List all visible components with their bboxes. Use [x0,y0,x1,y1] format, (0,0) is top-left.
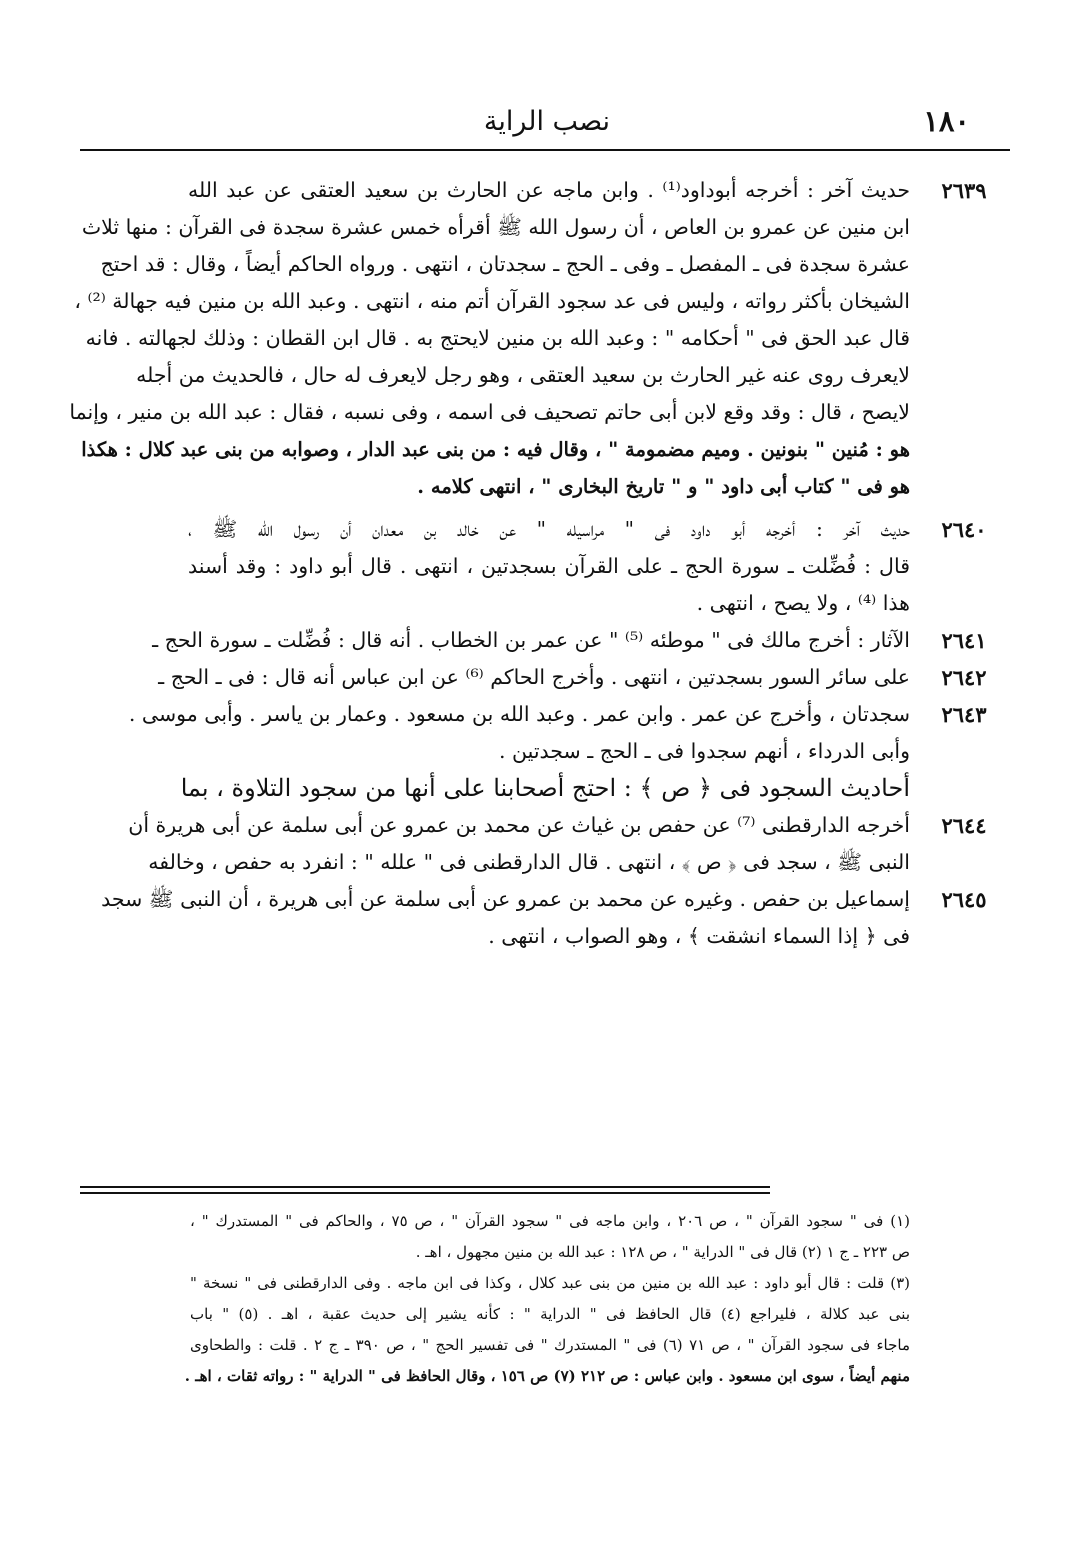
header-rule [80,149,1010,151]
text-line [10,918,1010,955]
text-line [10,511,1010,548]
line-text: أحاديث السجود فى ﴿ ص ﴾ : احتج أصحابنا على أنها من سجود التلاوة ، بما [180,774,910,802]
line-text: أخرجه الدارقطنى ⁽⁷⁾ عن حفص بن غياث عن محمد بن عمرو عن أبى سلمة عن أبى هريرة أن [128,813,910,837]
hadith-number: ٢٦٤١ [941,628,987,653]
footnote-text: (٣) قلت : قال أبو داود : عبد الله بن منين من بنى عبد كلال ، وكذا فى ابن ماجه . وفى الدارقطنى فى " نسخة " [190,1274,910,1292]
line-text: إسماعيل بن حفص . وغيره عن محمد بن عمرو عن أبى سلمة عن أبى هريرة ، أن النبى ﷺ سجد [101,887,910,911]
text-line [10,357,1010,394]
footnote-line [10,1206,1010,1237]
footnote-text: ص ٢٢٣ ـ ج ١ (٢) قال فى " الدراية " ، ص ١٢٨ : عبد الله بن منين مجهول ، اهـ . [415,1243,910,1261]
hadith-number: ٢٦٤٥ [941,887,987,912]
line-text: لايعرف روى عنه غير الحارث بن سعيد العتقى ، وهو رجل لايعرف له حال ، فالحديث من أجله [136,363,910,387]
running-title: نصب الراية [483,106,610,137]
hadith-number: ٢٦٣٩ [941,178,987,203]
footnote-line [10,1299,1010,1330]
footnote-line [10,1330,1010,1361]
text-line [10,394,1010,431]
text-line [10,246,1010,283]
text-line [10,585,1010,622]
text-line [10,622,1010,659]
main-text [10,172,1010,955]
text-line [10,881,1010,918]
section-heading [10,770,1010,807]
footnote-text: ماجاء فى سجود القرآن " ، ص ٧١ (٦) فى " المستدرك " فى تفسير الحج " ، ص ٣٩٠ ـ ج ٢ . قلت : والطحاوى [190,1336,910,1354]
line-text: وأبى الدرداء ، أنهم سجدوا فى ـ الحج ـ سجدتين . [499,739,910,763]
footnote-text: بنى عبد كلالة ، فليراجع (٤) قال الحافظ فى " الدراية " : كأنه يشير إلى حديث عقبة ، اهـ . (٥) " باب [190,1305,911,1323]
line-text: النبى ﷺ ، سجد فى ﴿ ص ﴾ ، انتهى . قال الدارقطنى فى " علله " : انفرد به حفص ، وخالفه [148,850,910,874]
text-line [10,844,1010,881]
hadith-number: ٢٦٤٣ [941,702,987,727]
line-text: قال عبد الحق فى " أحكامه " : وعبد الله بن منين لايحتج به . قال ابن القطان : وذلك لجهالته . فانه [85,326,910,350]
line-text: هذا ⁽⁴⁾ ، ولا يصح ، انتهى . [696,591,910,615]
text-line [10,807,1010,844]
text-line [10,468,1010,505]
line-text: لايصح ، قال : وقد وقع لابن أبى حاتم تصحيف فى اسمه ، وفى نسبه ، فقال : عبد الله بن منير ، وإنما [69,400,910,424]
line-text: الآثار : أخرج مالك فى " موطئه ⁽⁵⁾ " عن عمر بن الخطاب . أنه قال : فُضِّلت ـ سورة الحج ـ [152,628,910,652]
text-line [10,696,1010,733]
line-text: عشرة سجدة فى ـ المفصل ـ وفى ـ الحج ـ سجدتان ، انتهى . ورواه الحاكم أيضاً ، وقال : قد احتج [100,252,910,276]
text-line [10,431,1010,468]
text-line [10,172,1010,209]
line-text: سجدتان ، وأخرج عن عمر . وابن عمر . وعبد الله بن مسعود . وعمار بن ياسر . وأبى موسى . [128,702,910,726]
line-text: على سائر السور بسجدتين ، انتهى . وأخرج الحاكم ⁽⁶⁾ عن ابن عباس أنه قال : فى ـ الحج ـ [158,665,910,689]
text-line [10,548,1010,585]
line-text: هو فى " كتاب أبى داود " و " تاريخ البخارى " ، انتهى كلامه . [417,475,910,498]
page-header [80,100,1010,142]
footnote-rule [80,1186,770,1188]
line-text: هو : مُنين " بنونين . وميم مضمومة " ، وقال فيه : من بنى عبد الدار ، وصوابه من بنى عبد كلال : هكذا [81,438,910,461]
text-line [10,733,1010,770]
line-text: ابن منين عن عمرو بن العاص ، أن رسول الله ﷺ أقرأه خمس عشرة سجدة فى القرآن : منها ثلاث [81,215,910,239]
line-text: حديث آخر : أخرجه أبو داود فى " مراسيله " عن خالد بن معدان أن رسول الله ﷺ ، [188,517,910,541]
line-text: حديث آخر : أخرجه أبوداود⁽¹⁾ . وابن ماجه عن الحارث بن سعيد العتقى عن عبد الله [188,178,910,202]
hadith-number: ٢٦٤٠ [941,517,987,542]
line-text: قال : فُضِّلت ـ سورة الحج ـ على القرآن بسجدتين ، انتهى . قال أبو داود : وقد أسند [188,554,910,578]
footnote-line [10,1237,1010,1268]
text-line [10,283,1010,320]
footnote-line [10,1361,1010,1392]
page-number: ١٨٠ [923,104,970,138]
footnote-text: (١) فى " سجود القرآن " ، ص ٢٠٦ ، وابن ماجه فى " سجود القرآن " ، ص ٧٥ ، والحاكم فى " المستدرك " ، [190,1212,910,1230]
line-text: فى ﴿ إذا السماء انشقت ﴾ ، وهو الصواب ، انتهى . [488,924,910,948]
text-line [10,659,1010,696]
hadith-number: ٢٦٤٢ [941,665,987,690]
line-text: الشيخان بأكثر رواته ، وليس فى عد سجود القرآن أتم منه ، انتهى . وعبد الله بن منين فيه جهالة ⁽²⁾ ، [74,289,910,313]
hadith-number: ٢٦٤٤ [941,813,987,838]
footnotes [10,1206,1010,1392]
footnote-line [10,1268,1010,1299]
footnote-text: منهم أيضاً ، سوى ابن مسعود . وابن عباس : ص ٢١٢ (٧) ص ١٥٦ ، وقال الحافظ فى " الدراية " : رواته ثقات ، اهـ . [184,1367,910,1385]
text-line [10,209,1010,246]
footnote-rule [80,1192,770,1194]
text-line [10,320,1010,357]
